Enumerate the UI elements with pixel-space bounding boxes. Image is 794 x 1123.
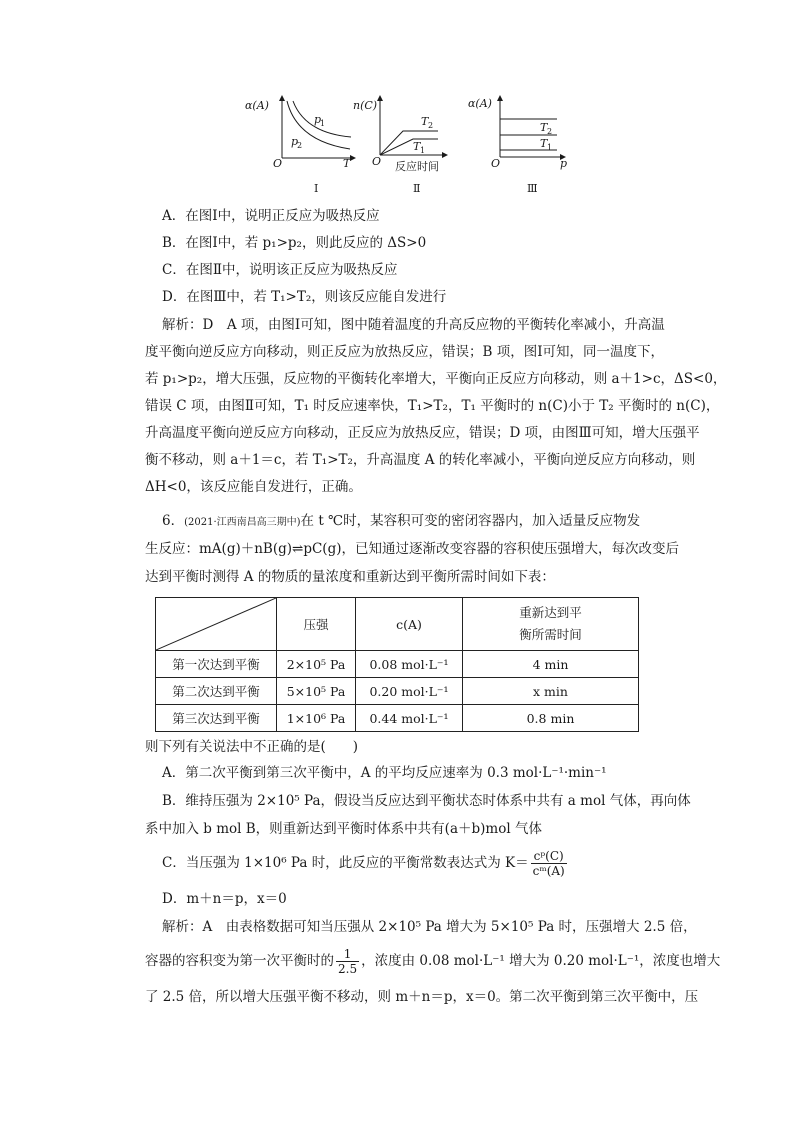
graph1-curve1-label: p bbox=[314, 113, 322, 126]
graph2-curve1-label: T bbox=[421, 115, 429, 128]
graph3-x-label: p bbox=[560, 157, 568, 170]
graph-1 bbox=[245, 98, 353, 195]
graph1-origin: O bbox=[273, 157, 283, 170]
ratio-fraction: $\frac{1}{2.5}$ bbox=[338, 947, 358, 976]
graph2-origin: O bbox=[372, 155, 382, 168]
q6-source: (2021·江西南昌高三期中) bbox=[184, 517, 301, 528]
q6-option-c: C．当压强为 1×10⁶ Pa 时，此反应的平衡常数表达式为 K＝ $\frac{\text{cᵖ(C)}}{\text{cᵐ(A)}}$ bbox=[162, 849, 565, 878]
graph2-number: Ⅱ bbox=[413, 182, 421, 195]
graph1-y-label: α(A) bbox=[245, 99, 269, 112]
graph3-y-label: α(A) bbox=[468, 97, 492, 110]
graph3-curve2-label: T bbox=[540, 137, 548, 150]
q5-analysis-line: 解析：D A 项，由图Ⅰ可知，图中随着温度的升高反应物的平衡转化率减小，升高温 bbox=[162, 317, 665, 333]
svg-text:1: 1 bbox=[547, 143, 553, 152]
header-pressure: 压强 bbox=[277, 598, 356, 651]
graph3-origin: O bbox=[491, 157, 501, 170]
q6-option-a: A．第二次平衡到第三次平衡中，A 的平均反应速率为 0.3 mol·L⁻¹·min⁻¹ bbox=[162, 765, 607, 781]
equilibrium-data-table bbox=[155, 597, 639, 732]
q6-ask: 则下列有关说法中不正确的是( ) bbox=[145, 739, 359, 755]
equilibrium-graphs-figure bbox=[245, 93, 590, 198]
q5-analysis-line: 错误 C 项，由图Ⅱ可知，T₁ 时反应速率快，T₁>T₂，T₁ 平衡时的 n(C)小于 T₂ 平衡时的 n(C)， bbox=[145, 398, 720, 414]
q5-analysis-line: ΔH<0，该反应能自发进行，正确。 bbox=[145, 479, 362, 495]
q5-analysis-line: 若 p₁>p₂，增大压强，反应物的平衡转化率增大，平衡向正反应方向移动，则 a＋1>c，ΔS<0， bbox=[145, 371, 727, 387]
svg-text:2: 2 bbox=[297, 141, 303, 150]
graph2-y-label: n(C) bbox=[353, 99, 378, 112]
curve-t1 bbox=[380, 139, 438, 155]
graph1-number: Ⅰ bbox=[314, 182, 319, 195]
q5-analysis-line: 升高温度平衡向逆反应方向移动，正反应为放热反应，错误；D 项，由图Ⅲ可知，增大压强平 bbox=[145, 425, 700, 441]
curve-t2 bbox=[380, 131, 438, 155]
q6-stem-line1: 6．(2021·江西南昌高三期中)在 t ℃时，某容积可变的密闭容器内，加入适量反应物发 bbox=[162, 513, 641, 529]
svg-text:2: 2 bbox=[428, 121, 434, 130]
table-row: 第一次达到平衡 2×10⁵ Pa 0.08 mol·L⁻¹ 4 min bbox=[156, 651, 639, 678]
graph-2 bbox=[353, 98, 445, 195]
q5-option-d: D．在图Ⅲ中，若 T₁>T₂，则该反应能自发进行 bbox=[162, 289, 447, 305]
header-concentration: c(A) bbox=[356, 598, 463, 651]
diagonal-line bbox=[156, 598, 276, 650]
q6-number: 6． bbox=[162, 513, 185, 529]
header-time: 重新达到平 衡所需时间 bbox=[463, 598, 639, 651]
diagonal-corner-cell bbox=[156, 598, 277, 651]
svg-text:2: 2 bbox=[547, 127, 553, 136]
graphs-svg bbox=[245, 93, 590, 198]
q6-stem-line2: 生反应：mA(g)＋nB(g)⇌pC(g)，已知通过逐渐改变容器的容积使压强增大，每次改变后 bbox=[145, 541, 679, 557]
graph1-x-label: T bbox=[343, 157, 351, 170]
q6-analysis-line1: 解析：A 由表格数据可知当压强从 2×10⁵ Pa 增大为 5×10⁵ Pa 时，压强增大 2.5 倍， bbox=[162, 919, 697, 935]
graph2-curve2-label: T bbox=[413, 140, 421, 153]
table-row: 第三次达到平衡 1×10⁶ Pa 0.44 mol·L⁻¹ 0.8 min bbox=[156, 705, 639, 732]
q6-stem-line3: 达到平衡时测得 A 的物质的量浓度和重新达到平衡所需时间如下表： bbox=[145, 569, 555, 585]
svg-text:1: 1 bbox=[320, 119, 326, 128]
table-row: 第二次达到平衡 5×10⁵ Pa 0.20 mol·L⁻¹ x min bbox=[156, 678, 639, 705]
q6-option-d: D．m＋n＝p，x＝0 bbox=[162, 891, 287, 907]
q6-option-b-line2: 系中加入 b mol B，则重新达到平衡时体系中共有(a＋b)mol 气体 bbox=[145, 821, 542, 837]
q5-analysis-line: 度平衡向逆反应方向移动，则正反应为放热反应，错误；B 项，图Ⅰ可知，同一温度下， bbox=[145, 344, 665, 360]
equilibrium-constant-fraction: $\frac{\text{cᵖ(C)}}{\text{cᵐ(A)}}$ bbox=[532, 849, 565, 878]
q5-option-c: C．在图Ⅱ中，说明该正反应为吸热反应 bbox=[162, 262, 398, 278]
svg-text:1: 1 bbox=[420, 146, 426, 155]
q6-analysis-line2: 容器的容积变为第一次平衡时的 $\frac{1}{2.5}$ ，浓度由 0.08 mol·L⁻¹ 增大为 0.20 mol·L⁻¹，浓度也增大 bbox=[145, 947, 721, 976]
q6-analysis-line3: 了 2.5 倍，所以增大压强平衡不移动，则 m＋n＝p，x＝0。第二次平衡到第三次平衡中，压 bbox=[145, 989, 699, 1005]
q6-option-b-line1: B．维持压强为 2×10⁵ Pa，假设当反应达到平衡状态时体系中共有 a mol 气体，再向体 bbox=[162, 793, 691, 809]
graph-3 bbox=[468, 97, 567, 195]
q5-option-a: A．在图Ⅰ中，说明正反应为吸热反应 bbox=[162, 208, 380, 224]
graph1-curve2-label: p bbox=[291, 135, 299, 148]
graph3-number: Ⅲ bbox=[527, 182, 538, 195]
q5-option-b: B．在图Ⅰ中，若 p₁>p₂，则此反应的 ΔS>0 bbox=[162, 235, 427, 251]
graph3-curve1-label: T bbox=[540, 121, 548, 134]
table-header-row bbox=[156, 598, 639, 651]
graph2-x-label: 反应时间 bbox=[395, 160, 439, 173]
q5-analysis-line: 衡不移动，则 a＋1＝c，若 T₁>T₂，升高温度 A 的转化率减小，平衡向逆反应方向移动，则 bbox=[145, 452, 696, 468]
